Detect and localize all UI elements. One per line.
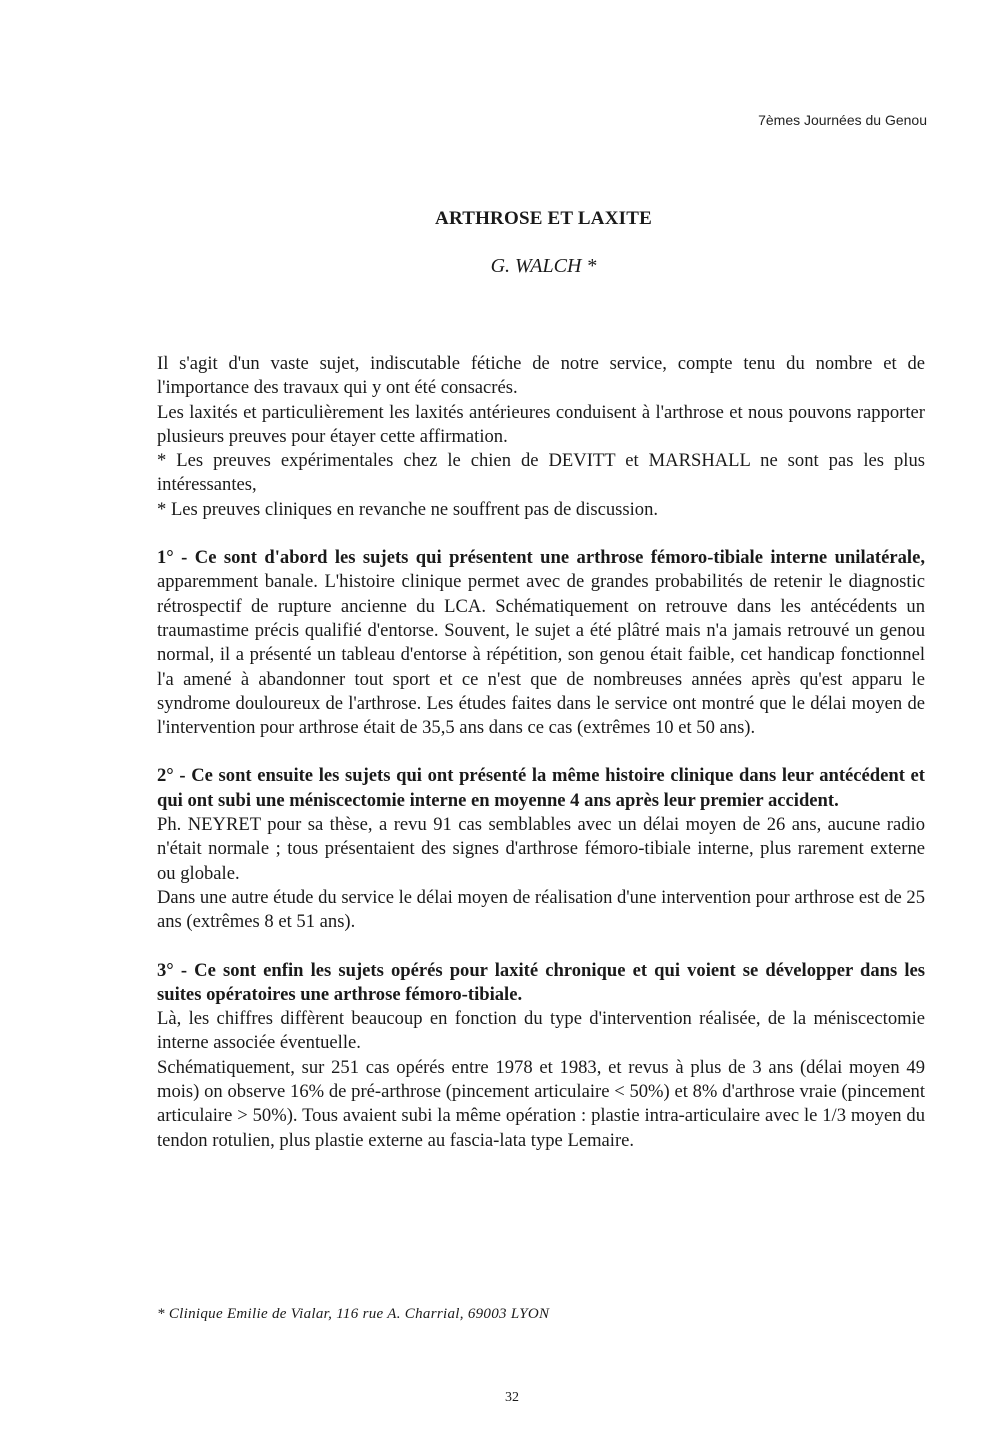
section-3-paragraph-2: Schématiquement, sur 251 cas opérés entre 1978 et 1983, et revus à plus de 3 ans (délai moyen 49 mois) on observe 16% de pré-arthrose (pincement articulaire < 50%) et 8% d'arthrose vraie (pincement articulaire > 50%). Tous avaient subi la même opération : plastie intra-articulaire avec le 1/3 moyen du tendon rotulien, plus plastie externe au fascia-lata type Lemaire.: [157, 1056, 925, 1151]
section-gap: [157, 740, 925, 764]
section-gap: [157, 935, 925, 959]
intro-bullet-2: * Les preuves cliniques en revanche ne souffrent pas de discussion.: [157, 498, 659, 520]
intro-paragraph-2: Les laxités et particulièrement les laxités antérieures conduisent à l'arthrose et nous pouvons rapporter plusieurs preuves pour étayer cette affirmation.: [157, 401, 925, 447]
article-author: G. WALCH *: [490, 255, 597, 277]
section-2-paragraph-1: Ph. NEYRET pour sa thèse, a revu 91 cas semblables avec un délai moyen de 26 ans, aucune radio n'était normale ; tous présentaient des signes d'arthrose fémoro-tibiale interne, plus rarement externe ou globale.: [157, 814, 925, 884]
intro-bullet-1: * Les preuves expérimentales chez le chien de DEVITT et MARSHALL ne sont pas les plus intéressantes,: [157, 450, 925, 496]
section-2-heading: 2° - Ce sont ensuite les sujets qui ont présenté la même histoire clinique dans leur antécédent et qui ont subi une méniscectomie interne en moyenne 4 ans après leur premier accident.: [157, 765, 925, 811]
section-3-heading: 3° - Ce sont enfin les sujets opérés pour laxité chronique et qui voient se développer dans les suites opératoires une arthrose fémoro-tibiale.: [157, 959, 925, 1005]
section-2-paragraph-2: Dans une autre étude du service le délai moyen de réalisation d'une intervention pour arthrose est de 25 ans (extrêmes 8 et 51 ans).: [157, 886, 926, 933]
affiliation-footnote: * Clinique Emilie de Vialar, 116 rue A. Charrial, 69003 LYON: [157, 1306, 550, 1322]
section-1-heading: 1° - Ce sont d'abord les sujets qui présentent une arthrose fémoro-tibiale interne unilatérale,: [157, 547, 925, 569]
page-number: 32: [505, 1390, 519, 1405]
section-1-paragraph: [157, 546, 925, 740]
article-title: ARTHROSE ET LAXITE: [435, 208, 652, 229]
section-3-paragraph-1: Là, les chiffres diffèrent beaucoup en fonction du type d'intervention réalisée, de la méniscectomie interne associée éventuelle.: [157, 1008, 925, 1054]
running-header: 7èmes Journées du Genou: [758, 112, 927, 128]
article-body: [157, 352, 925, 1153]
section-1-text: apparemment banale. L'histoire clinique permet avec de grandes probabilités de retenir le diagnostic rétrospectif de rupture ancienne du LCA. Schématiquement on retrouve dans les antécédents un traumastime précis qualifié d'entorse. Souvent, le sujet a été plâtré mais n'a jamais retrouvé un genou normal, il a présenté un tableau d'entorse à répétition, son genou était faible, cet handicap fonctionnel l'a amené à abandonner tout sport et ce n'est que de nombreuses années après qu'est apparu le syndrome douloureux de l'arthrose. Les études faites dans le service ont montré que le délai moyen de l'intervention pour arthrose était de 35,5 ans dans ce cas (extrêmes 10 et 50 ans).: [157, 571, 925, 739]
intro-paragraph-1: Il s'agit d'un vaste sujet, indiscutable fétiche de notre service, compte tenu du nombre et de l'importance des travaux qui y ont été consacrés.: [157, 353, 925, 399]
section-gap: [157, 522, 925, 546]
